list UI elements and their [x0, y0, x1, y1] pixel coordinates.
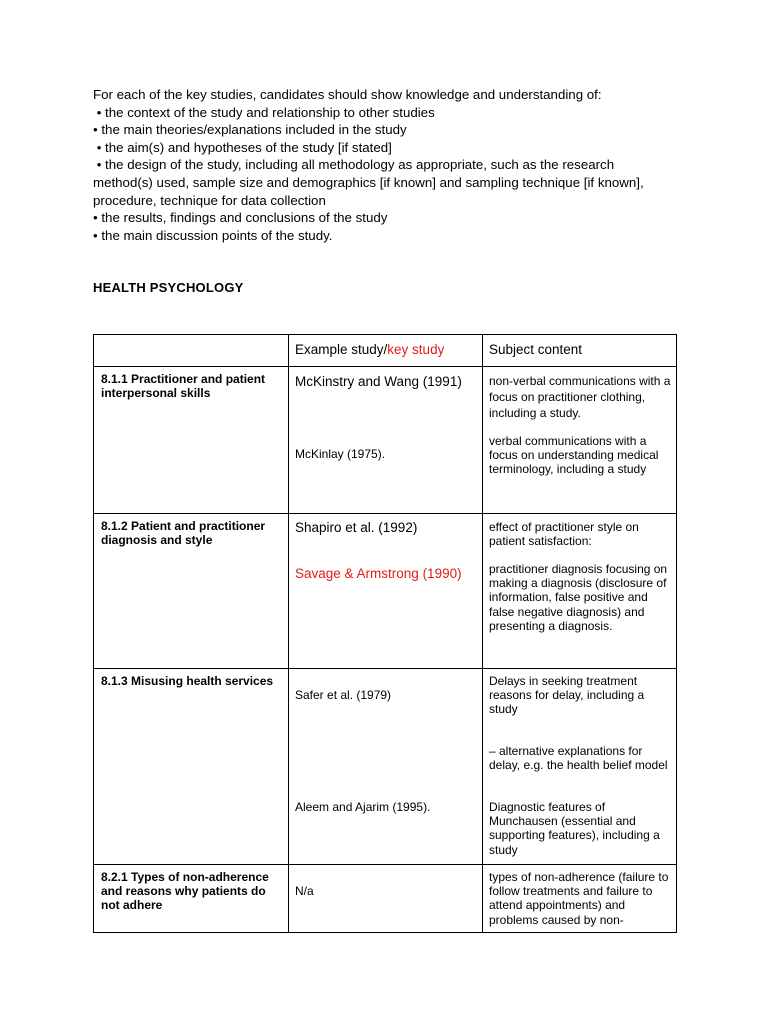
study-cell [289, 669, 483, 865]
topic-cell: 8.1.2 Patient and practitioner diagnosis and style [94, 514, 289, 669]
content-text: practitioner diagnosis focusing on making a diagnosis (disclosure of information, false positive and false negative diagnosis) and presenting a diagnosis. [489, 562, 668, 633]
intro-bullet: • the design of the study, including all methodology as appropriate, such as the research method(s) used, sample size and demographics [if known] and sampling technique [if known], procedure, technique for data collection [93, 157, 648, 208]
study-name: Shapiro et al. (1992) [295, 520, 418, 535]
study-cell [289, 367, 483, 514]
study-name: Safer et al. (1979) [295, 688, 392, 702]
content-cell [483, 865, 677, 933]
table-header-row [94, 335, 677, 367]
header-key-study-label: key study [387, 342, 445, 357]
study-table [93, 334, 677, 933]
header-study-label: Example study/ [295, 342, 388, 357]
header-study-cell [289, 335, 483, 367]
study-cell [289, 514, 483, 669]
table-row [94, 865, 677, 933]
topic-cell: 8.2.1 Types of non-adherence and reasons why patients do not adhere [94, 865, 289, 933]
table-row [94, 669, 677, 865]
content-text: – alternative explanations for delay, e.g. the health belief model [489, 744, 668, 773]
intro-bullet: • the results, findings and conclusions of the study [93, 210, 388, 226]
intro-line: For each of the key studies, candidates should show knowledge and understanding of: [93, 87, 602, 102]
content-cell [483, 367, 677, 514]
content-cell [483, 514, 677, 669]
content-text: Diagnostic features of Munchausen (essential and supporting features), including a study [489, 800, 660, 857]
content-text: Delays in seeking treatment reasons for delay, including a study [489, 674, 645, 717]
table-row [94, 367, 677, 514]
study-cell [289, 865, 483, 933]
topic-cell: 8.1.1 Practitioner and patient interpersonal skills [94, 367, 289, 514]
table-row [94, 514, 677, 669]
intro-bullet: • the main discussion points of the study. [93, 227, 333, 243]
intro-paragraph [93, 86, 673, 244]
header-content-label: Subject content [489, 342, 583, 357]
header-content-cell [483, 335, 677, 367]
content-text: effect of practitioner style on patient satisfaction: [489, 520, 639, 549]
intro-bullet: • the context of the study and relationship to other studies [93, 104, 435, 120]
section-heading: HEALTH PSYCHOLOGY [93, 280, 244, 295]
study-name: Aleem and Ajarim (1995). [295, 800, 431, 814]
study-name: McKinlay (1975). [295, 447, 386, 461]
content-text: types of non-adherence (failure to follow treatments and failure to attend appointments) and problems caused by non- [489, 870, 669, 927]
key-study-name: Savage & Armstrong (1990) [295, 566, 462, 581]
content-cell [483, 669, 677, 865]
topic-cell: 8.1.3 Misusing health services [94, 669, 289, 865]
header-topic-cell [94, 335, 289, 367]
intro-bullet: • the main theories/explanations included in the study [93, 122, 407, 138]
content-text: verbal communications with a focus on understanding medical terminology, including a study [489, 434, 659, 477]
intro-bullet: • the aim(s) and hypotheses of the study [if stated] [93, 139, 392, 155]
study-name: N/a [295, 884, 314, 898]
study-name: McKinstry and Wang (1991) [295, 374, 462, 389]
content-text: non-verbal communications with a focus on practitioner clothing, including a study. [489, 374, 671, 420]
